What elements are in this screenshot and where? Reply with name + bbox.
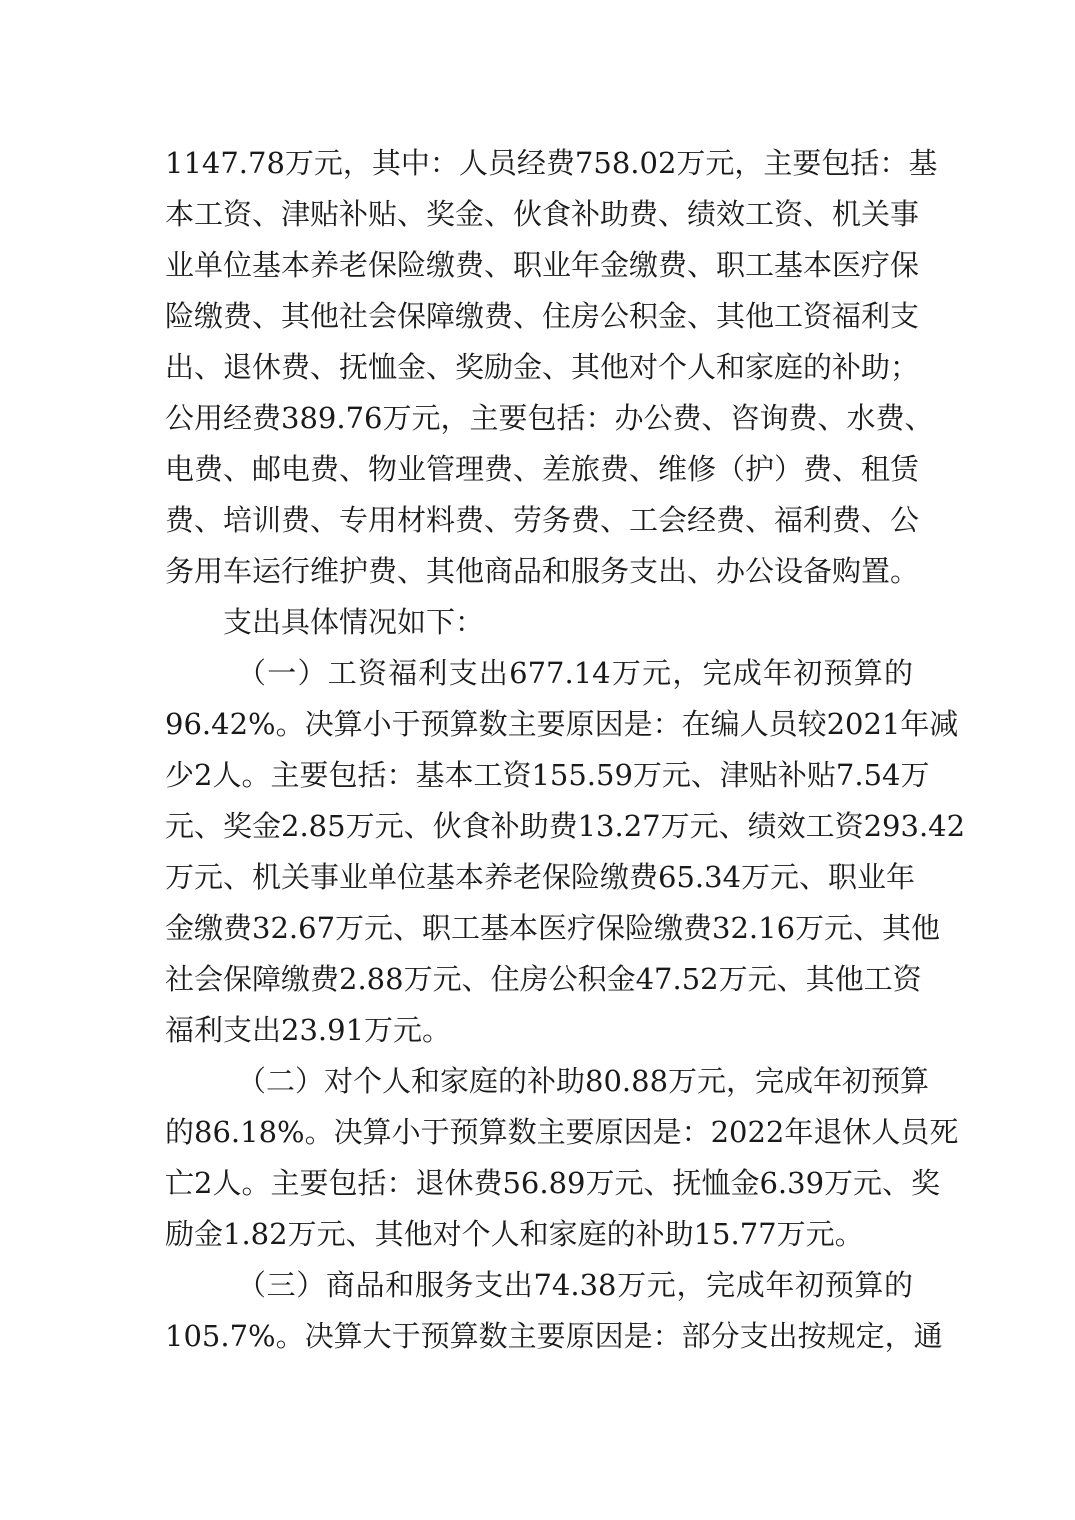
text-line: 96.42%。决算小于预算数主要原因是：在编人员较2021年减 <box>165 707 959 741</box>
section-intro: 支出具体情况如下： <box>223 605 485 639</box>
text-line: 险缴费、其他社会保障缴费、住房公积金、其他工资福利支 <box>165 299 920 333</box>
text-line: 费、培训费、专用材料费、劳务费、工会经费、福利费、公 <box>165 503 920 537</box>
text-line: 励金1.82万元、其他对个人和家庭的补助15.77万元。 <box>165 1217 864 1251</box>
text-line: 万元、机关事业单位基本养老保险缴费65.34万元、职业年 <box>165 860 916 894</box>
text-line: 少2人。主要包括：基本工资155.59万元、津贴补贴7.54万 <box>165 758 930 792</box>
text-line: 亡2人。主要包括：退休费56.89万元、抚恤金6.39万元、奖 <box>165 1166 941 1200</box>
section-heading-1: （一）工资福利支出677.14万元，完成年初预算的 <box>237 656 913 690</box>
text-line: 社会保障缴费2.88万元、住房公积金47.52万元、其他工资 <box>165 962 922 996</box>
text-line: 电费、邮电费、物业管理费、差旅费、维修（护）费、租赁 <box>165 452 920 486</box>
text-line: 金缴费32.67万元、职工基本医疗保险缴费32.16万元、其他 <box>165 911 941 945</box>
text-line: 的86.18%。决算小于预算数主要原因是：2022年退休人员死 <box>165 1115 959 1149</box>
text-line: 本工资、津贴补贴、奖金、伙食补助费、绩效工资、机关事 <box>165 197 920 231</box>
text-line: 105.7%。决算大于预算数主要原因是：部分支出按规定，通 <box>165 1319 943 1353</box>
section-heading-2: （二）对个人和家庭的补助80.88万元，完成年初预算 <box>237 1064 930 1098</box>
document-body <box>165 138 966 1362</box>
text-line: 公用经费389.76万元，主要包括：办公费、咨询费、水费、 <box>165 401 934 435</box>
text-line: 福利支出23.91万元。 <box>165 1013 452 1047</box>
text-line: 元、奖金2.85万元、伙食补助费13.27万元、绩效工资293.42 <box>165 809 966 843</box>
text-line: 1147.78万元，其中：人员经费758.02万元，主要包括：基 <box>165 146 938 180</box>
text-line: 务用车运行维护费、其他商品和服务支出、办公设备购置。 <box>165 554 920 588</box>
section-heading-3: （三）商品和服务支出74.38万元，完成年初预算的 <box>237 1268 913 1302</box>
text-line: 出、退休费、抚恤金、奖励金、其他对个人和家庭的补助； <box>165 350 920 384</box>
text-line: 业单位基本养老保险缴费、职业年金缴费、职工基本医疗保 <box>165 248 920 282</box>
